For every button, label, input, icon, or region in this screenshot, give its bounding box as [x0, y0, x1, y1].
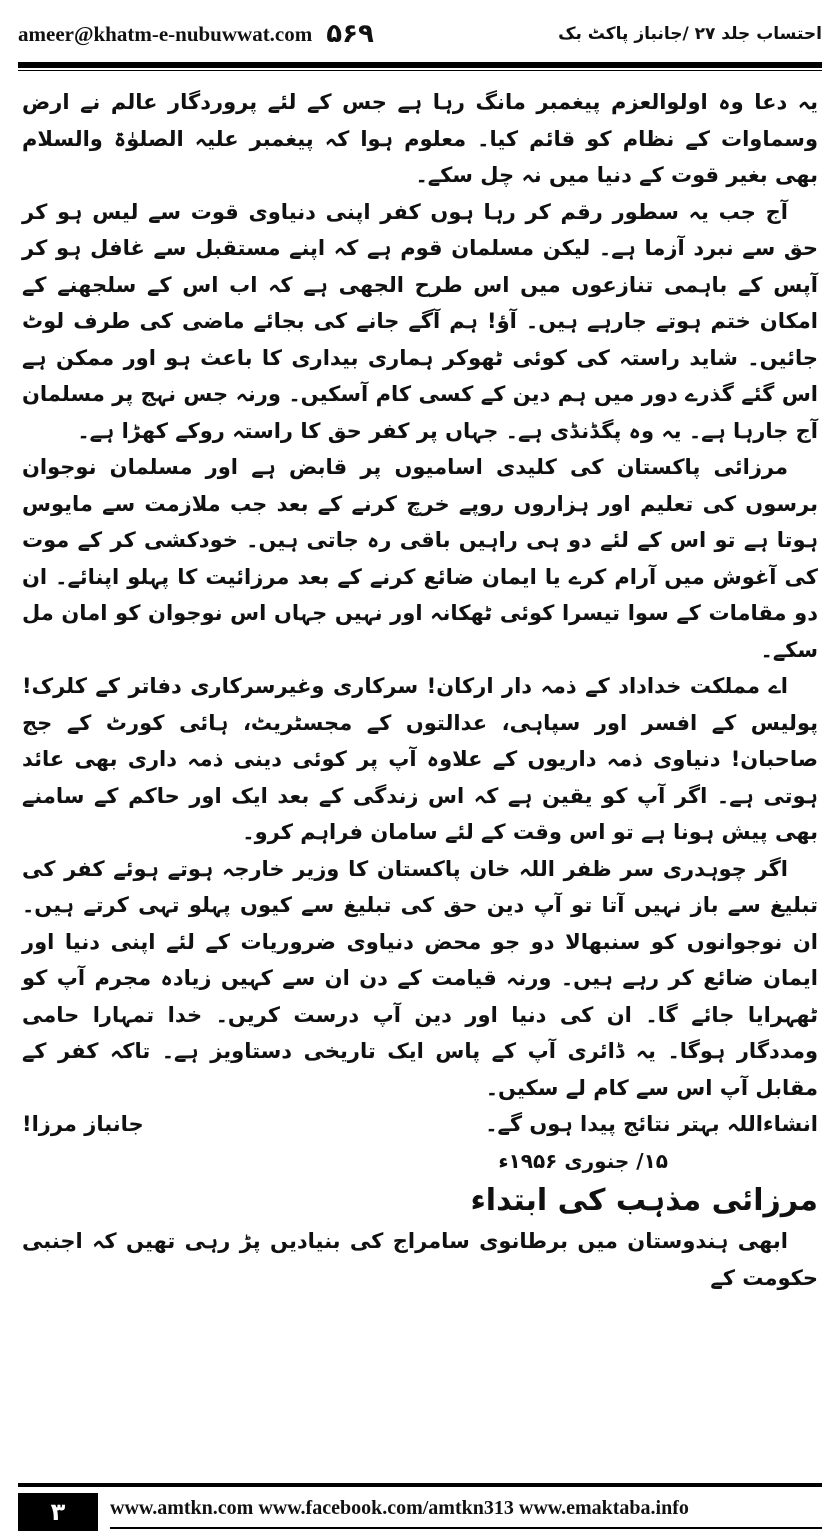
page-number: ۵۶۹	[326, 19, 374, 49]
paragraph-1: یہ دعا وہ اولوالعزم پیغمبر مانگ رہا ہے جس کے لئے پروردگار عالم نے ارض وسماوات کے نظام کو قائم کیا۔ معلوم ہوا کہ پیغمبر علیہ الصلوٰۃ والسلام بھی بغیر قوت کے دنیا میں نہ چل سکے۔	[22, 90, 818, 187]
header-rule-thick	[18, 62, 822, 68]
paragraph-4: اے مملکت خداداد کے ذمہ دار ارکان! سرکاری وغیرسرکاری دفاتر کے کلرک! پولیس کے افسر اور سپاہی، عدالتوں کے مجسٹریٹ، ہائی کورٹ کے جج صاحبان! دنیاوی ذمہ داریوں کے علاوہ آپ پر کوئی دینی ذمہ داری بھی عائد ہوتی ہے۔ اگر آپ کو یقین ہے کہ اس زندگی کے بعد ایک اور حاکم کے سامنے بھی پیش ہونا ہے تو اس وقت کے لئے سامان فراہم کرو۔	[22, 674, 818, 844]
header-email: ameer@khatm-e-nubuwwat.com	[18, 21, 313, 46]
closing-text: انشاءاللہ بہتر نتائج پیدا ہوں گے۔	[485, 1112, 818, 1136]
page-footer	[18, 1483, 822, 1533]
date-line: ۱۵/ جنوری ۱۹۵۶ء	[498, 1148, 668, 1173]
signature: جانباز مرزا!	[22, 1112, 144, 1136]
footer-rule	[18, 1483, 822, 1487]
footer-underline	[110, 1527, 822, 1529]
paragraph-5: اگر چوہدری سر ظفر اللہ خان پاکستان کا وزیر خارجہ ہوتے ہوئے کفر کی تبلیغ سے باز نہیں آتا تو آپ دین حق کی تبلیغ سے کیوں پہلو تہی کرتے ہیں۔ ان نوجوانوں کو سنبھالا دو جو محض دنیاوی ضروریات کے لئے اپنی دنیا اور ایمان ضائع کر رہے ہیں۔ ورنہ قیامت کے دن ان سے کہیں زیادہ مجرم آپ کو ٹھہرایا جائے گا۔ ان کی دنیا اور دین آپ درست کریں۔ خدا تمہارا حامی ومددگار ہوگا۔ یہ ڈائری آپ کے پاس ایک تاریخی دستاویز ہے۔ تاکہ کفر کے مقابل آپ اس سے کام لے سکیں۔	[22, 856, 818, 1100]
paragraph-3: مرزائی پاکستان کی کلیدی اسامیوں پر قابض ہے اور مسلمان نوجوان برسوں کی تعلیم اور ہزاروں روپے خرچ کرنے کے بعد جب ملازمت سے مایوس ہوتا ہے تو اس کے لئے دو ہی راہیں باقی رہ جاتی ہیں۔ خودکشی کر کے موت کی آغوش میں آرام کرے یا ایمان ضائع کرنے کے بعد مرزائیت کا پہلو اپنائے۔ ان دو مقامات کے سوا تیسرا کوئی ٹھکانہ اور نہیں جہاں اس نوجوان کو امان مل سکے۔	[22, 455, 818, 662]
closing-line	[22, 1106, 818, 1143]
footer-urls: www.amtkn.com www.facebook.com/amtkn313 www.emaktaba.info	[110, 1497, 689, 1519]
paragraph-2: آج جب یہ سطور رقم کر رہا ہوں کفر اپنی دنیاوی قوت سے لیس ہو کر حق سے نبرد آزما ہے۔ لیکن مسلمان قوم ہے کہ اپنے مستقبل سے غافل ہو کر آپس کے باہمی تنازعوں میں اس طرح الجھی ہے کہ اب اس کے سلجھنے کے امکان ختم ہوتے جارہے ہیں۔ آؤ! ہم آگے جانے کی بجائے ماضی کی طرف لوٹ جائیں۔ شاید راستہ کی کوئی ٹھوکر ہماری بیداری کا باعث ہو اور ممکن ہے اس گئے گذرے دور میں ہم دین کے کسی کام آسکیں۔ ورنہ جس نہج پر مسلمان آج جارہا ہے۔ یہ وہ پگڈنڈی ہے۔ جہاں پر کفر حق کا راستہ روکے کھڑا ہے۔	[22, 199, 818, 443]
page-header	[18, 14, 822, 54]
book-title: احتساب جلد ۲۷ /جانباز پاکٹ بک	[558, 24, 822, 44]
section-paragraph: ابھی ہندوستان میں برطانوی سامراج کی بنیادیں پڑ رہی تھیں کہ اجنبی حکومت کے	[22, 1229, 818, 1290]
footer-page-badge: ۳	[18, 1493, 98, 1531]
section-heading: مرزائی مذہب کی ابتداء	[470, 1183, 818, 1218]
header-left	[18, 19, 374, 49]
page-body	[22, 84, 818, 1296]
header-rule-thin	[18, 70, 822, 71]
